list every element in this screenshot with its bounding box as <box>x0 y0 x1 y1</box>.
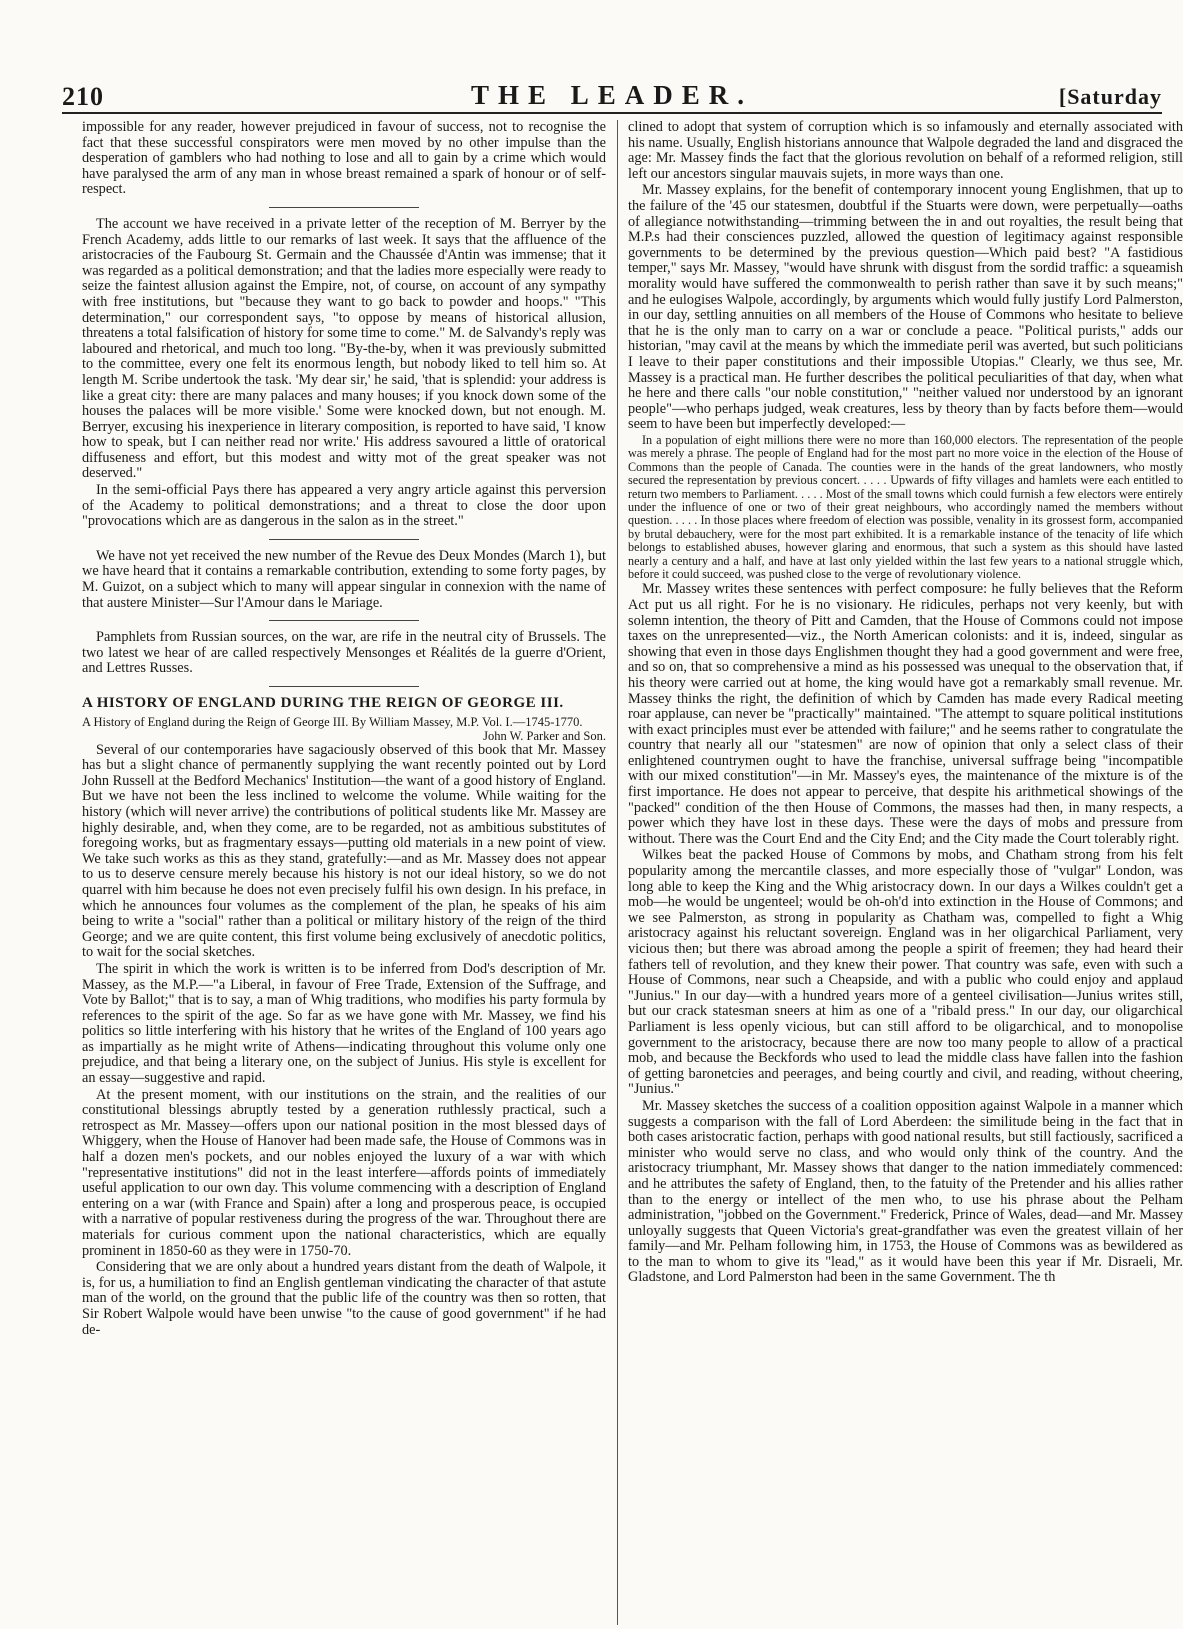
citation-publisher: John W. Parker and Son. <box>483 728 606 743</box>
review-title: A HISTORY OF ENGLAND DURING THE REIGN OF GEORGE III. <box>82 695 564 711</box>
paragraph: In the semi-official Pays there has appeared a very angry article against this perversion of the Academy to political demonstrations; and a threat to close the door upon "provocations which are as dangerous in the salon as in the street." <box>82 482 606 530</box>
masthead: THE LEADER. <box>470 80 754 110</box>
page-number: 210 <box>62 82 104 111</box>
section-rule <box>269 620 419 621</box>
section-rule <box>269 686 419 687</box>
block-quote: In a population of eight millions there were no more than 160,000 electors. The representation of the people was merely a phrase. The people of England had for the most part no more voice in the election of the House of Commons than the people of Canada. The counties were in the hands of the great landowners, who mostly secured the representation by previous concert. . . . . Upwards of fifty villages and hamlets were each entitled to return two members to Parliament. . . . . Most of the small towns which could furnish a few electors were entirely under the influence of one or two of their great neighbours, who accordingly named the members without question. . . . . In those places where freedom of election was possible, venality in its grossest form, accompanied by brutal debauchery, were for the most part exhibited. It is a remarkable instance of the tenacity of life which belongs to established abuses, however glaring and enormous, that such a system as this should have lasted nearly a century and a half, and have at last only yielded within the last few years to a national struggle which, before it could succeed, was pushed close to the verge of revolutionary violence. <box>628 432 1183 581</box>
paragraph: Wilkes beat the packed House of Commons by mobs, and Chatham strong from his felt popularity among the mercantile classes, and more especially those of "vulgar" London, was long able to keep the King and the Whig aristocracy down. In our days a Wilkes couldn't get a mob—he would be ungenteel; would be oh-oh'd into extinction in the House of Commons; and we see Palmerston, as strong in popularity as Chatham was, compelled to fight a Whig aristocracy against his reluctant sovereign. England was in her oligarchical Parliament, very vicious then; but there was abroad among the people a spirit of freemen; they had heard their fathers tell of revolution, and they knew their power. That country was safe, even with such a House of Commons, near such a Cheapside, and with a public who could enjoy and applaud "Junius." In our day—with a hundred years more of a genteel civilisation—Junius writes still, but our crack statesman sneers at him as one of a "ribald press." In our day, our oligarchical Parliament is less openly vicious, but can still afford to be oligarchical, and to monopolise government to the aristocracy, because there are now too many people to allow of a practical mob, and because the Beckfords who used to lead the middle class have fallen into the fashion of getting baronetcies and peerages, and being courtly and civil, and reading, without cheering, "Junius." <box>628 847 1183 1098</box>
right-column <box>628 120 1183 1625</box>
paragraph: Mr. Massey explains, for the benefit of contemporary innocent young Englishmen, that up to the failure of the '45 our statesmen, doubtful if the Stuarts were down, were perpetually—oaths of allegiance notwithstanding—trimming between the in and out royalties, the result being that M.P.s had their consciences puzzled, allowed the question of legitimacy against responsible governments to be determined by the previous question—Which paid best? "A fastidious temper," says Mr. Massey, "would have shrunk with disgust from the sordid traffic: a squeamish morality would have suffered the commonwealth to perish rather than save it by such means;" and he eulogises Walpole, accordingly, by arguments which would fully justify Lord Palmerston, in our day, settling annuities on all members of the House of Commons who hesitate to believe that he is the only man to carry on a war or conclude a peace. "Political purists," adds our historian, "may cavil at the means by which the immediate peril was averted, but such politicians I leave to their paper constitutions and their impossible Utopias." Clearly, we thus see, Mr. Massey is a practical man. He further describes the political peculiarities of that day, when what he here and there calls "our noble constitution," "neither valued nor understood by an ignorant people"—who perhaps judged, weak creatures, less by theory than by facts before them—would seem to have been but imperfectly developed:— <box>628 182 1183 433</box>
paragraph: The spirit in which the work is written is to be inferred from Dod's description of Mr. Massey, as the M.P.—"a Liberal, in favour of Free Trade, Extension of the Suffrage, and Vote by Ballot;" that is to say, a man of Whig traditions, who modifies his party formula by references to the spirit of the age. So far as we have gone with Mr. Massey, we find his politics so little interfering with his history that he writes of the England of 100 years ago as impartially as he might write of Athens—indicating throughout this volume only one prejudice, and that being a literary one, on the subject of Junius. His style is excellent for an essay—suggestive and rapid. <box>82 960 606 1087</box>
paragraph: Mr. Massey sketches the success of a coalition opposition against Walpole in a manner which suggests a comparison with the fall of Lord Aberdeen: the similitude being in the fact that in both cases aristocratic faction, perhaps with good national results, but still factiously, sacrificed a minister who would serve no class, and who would only think of the country. And the aristocracy triumphant, Mr. Massey shows that danger to the nation immediately commenced: and he attributes the safety of England, then, to the fatuity of the Pretender and his allies rather than to the energy or intellect of the men who, to use his phrase about the Pelham administration, "jobbed on the Government." Frederick, Prince of Wales, dead—and Mr. Massey unloyally suggests that Queen Victoria's great-grandfather was even the greatest villain of her family—and Mr. Pelham following him, in 1753, the House of Commons was as bewildered as to the man to whom to give its "lead," as it would have been this year if Mr. Disraeli, Mr. Gladstone, and Lord Palmerston had been in the same Government. The th <box>628 1097 1183 1286</box>
header-day: [Saturday <box>1058 84 1162 109</box>
column-divider <box>617 120 618 1625</box>
paragraph: Considering that we are only about a hundred years distant from the death of Walpole, it is, for us, a humiliation to find an English gentleman vindicating the character of that astute man of the world, on the ground that the public life of the country was then so rotten, that Sir Robert Walpole would have been unwise "to the cause of good government" if he had de- <box>82 1259 606 1338</box>
paragraph: Mr. Massey writes these sentences with perfect composure: he fully believes that the Reform Act put us all right. For he is no visionary. He ridicules, perhaps not very keenly, but with solemn intention, the theory of Pitt and Camden, that the House of Commons could not impose taxes on the unrepresented—viz., the North American colonists: and it is, indeed, singular as showing that even in those days Englishmen thought they had a good government and were free, and so on, that so comprehensive a mind as his possessed was unequal to the observation that, if his theory were carried out at home, the king would have got a remarkably small revenue. Mr. Massey thinks the right, the definition of which by Camden has made every Radical meeting roar applause, can never be "practically" maintained. "The attempt to square political institutions with exact principles must ever be attended with failure;" and he seems rather to congratulate the country that nearly all our "statesmen" are now of opinion that only a select class of their enlightened countrymen ought to have the franchise, universal suffrage being "incompatible with our mixed constitution"—in Mr. Massey's eyes, the maintenance of the mixture is of the first importance. He does not appear to perceive, that despite his arithmetical showings of the "packed" condition of the then House of Commons, the masses had then, in many respects, a power which they have lost in these days. These were the days of mobs and pressure from without. There was the Court End and the City End; and the City made the Court tolerably right. <box>628 581 1183 847</box>
paragraph: impossible for any reader, however prejudiced in favour of success, not to recognise the fact that these successful conspirators were men moved by no other impulse than the desperation of gamblers who had nothing to lose and all to gain by a crime which would have paralysed the arm of any man in whose breast remained a spark of honour or of self-respect. <box>82 120 606 198</box>
book-citation <box>82 714 606 743</box>
paragraph: Several of our contemporaries have sagaciously observed of this book that Mr. Massey has but a slight chance of permanently supplying the want recently pointed out by Lord John Russell at the Bedford Mechanics' Institution—the want of a good history of England. But we have not been the less inclined to welcome the volume. While waiting for the history (which will never arrive) the contributions of political students like Mr. Massey are highly desirable, and, when they come, are to be regarded, not as ambitious substitutes of foregoing works, but as fragmentary essays—putting old materials in a new point of view. We take such works as this as they stand, gratefully:—and as Mr. Massey does not appear to us to deserve censure merely because his history is not our ideal history, so we do not quarrel with him because he does not even precisely fulfil his own design. In his preface, in which he announces four volumes as the complement of the plan, he speaks of his aim being to write a "social" rather than a political or military history of the reign of the third George; and we are quite content, this first volume being exclusively of anecdotic politics, to wait for the social sketches. <box>82 741 606 961</box>
paragraph: clined to adopt that system of corruption which is so infamously and eternally associated with his name. Usually, English historians announce that Walpole degraded the land and disgraced the age: Mr. Massey finds the fact that the glorious revolution on behalf of a reformed religion, still left our ancestors singular mauvais sujets, in more ways than one. <box>628 120 1183 182</box>
page-header <box>62 78 1162 114</box>
paragraph: Pamphlets from Russian sources, on the war, are rife in the neutral city of Brussels. The two latest we hear of are called respectively Mensonges et Réalités de la guerre d'Orient, and Lettres Russes. <box>82 629 606 677</box>
citation-title: A History of England during the Reign of George III. By William Massey, M.P. Vol. I.—1745-1770. <box>82 714 583 729</box>
section-rule <box>269 539 419 540</box>
left-column <box>82 120 606 1625</box>
paragraph: We have not yet received the new number of the Revue des Deux Mondes (March 1), but we have heard that it contains a remarkable contribution, extending to some forty pages, by M. Guizot, on a subject which to many will appear singular in connexion with the name of that austere Minister—Sur l'Amour dans le Mariage. <box>82 547 606 611</box>
paragraph: The account we have received in a private letter of the reception of M. Berryer by the French Academy, adds little to our remarks of last week. It says that the affluence of the aristocracies of the Faubourg St. Germain and the Chaussée d'Antin was immense; that it was regarded as a political demonstration; and that the ladies more especially were ready to seize the faintest allusion against the Empire, not, of course, on account of any sympathy with free institutions, but "because they want to go back to powder and hoops." "This determination," our correspondent says, "to oppose by means of historical allusion, threatens a total falsification of history for some time to come." M. de Salvandy's reply was laboured and rhetorical, and much too long. "By-the-by, when it was previously submitted to the committee, every one felt its enormous length, but nobody liked to tell him so. At length M. Scribe undertook the task. 'My dear sir,' he said, 'that is splendid: your address is like a great city: there are many palaces and many houses; if you knock down some of the houses the palaces will be more visible.' Some were knocked down, but not enough. M. Berryer, excusing his inexperience in literary composition, is reported to have said, 'I know how to speak, but I can neither read nor write.' His address savoured a little of oratorical diffuseness and effort, but this modest and witty mot of the great speaker was not deserved." <box>82 215 606 482</box>
paragraph: At the present moment, with our institutions on the strain, and the realities of our constitutional blessings abruptly tested by a generation ruthlessly practical, such a retrospect as Mr. Massey—offers upon our national position in the most blessed days of Whiggery, when the House of Hanover had been made safe, the House of Commons was in half a dozen men's pockets, and our nobles enjoyed the luxury of a war with which "representative institutions" did not in the least interfere—affords points of immediately useful application to our own day. This volume commencing with a description of England entering on a war (with France and Spain) after a long and prosperous peace, is occupied with a narrative of popular restiveness during the progress of the war. Throughout there are materials for curious comment upon the national characteristics, which are equally prominent in 1850-60 as they were in 1750-70. <box>82 1086 606 1259</box>
section-rule <box>269 207 419 208</box>
